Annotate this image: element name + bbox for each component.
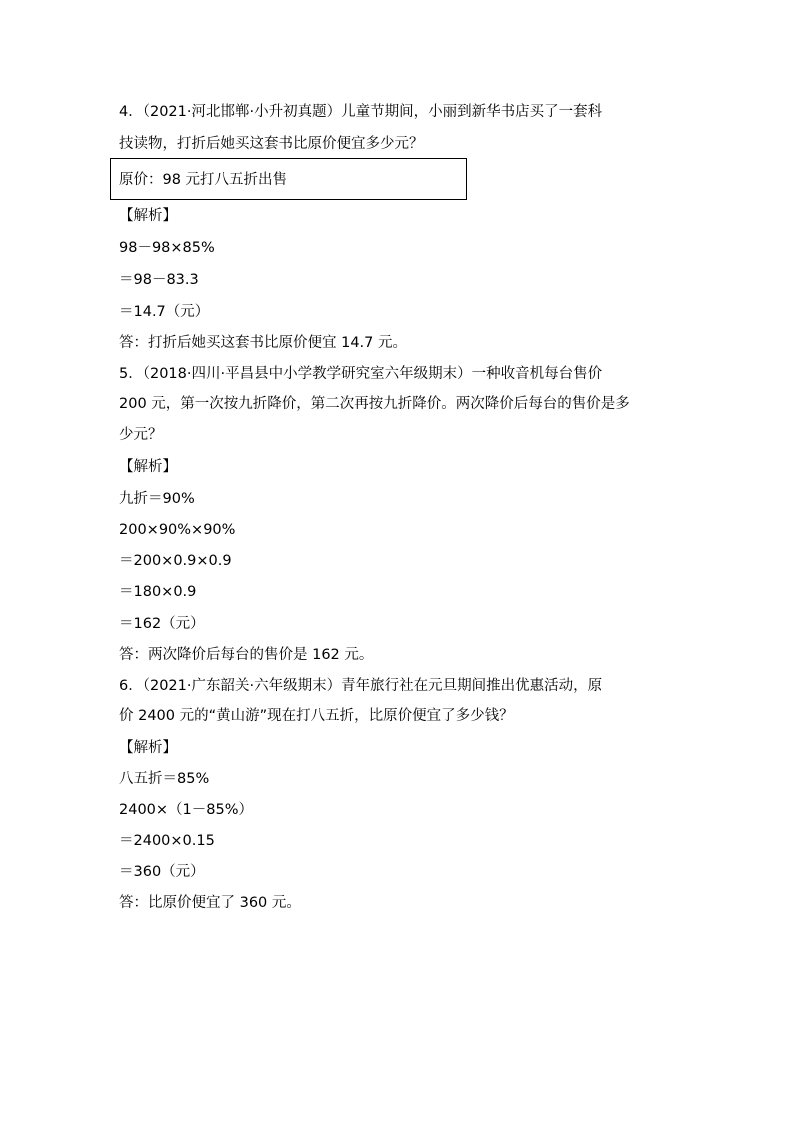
question-6-step: 八五折＝85% <box>119 771 210 787</box>
question-5-analysis-label: 【解析】 <box>119 459 177 475</box>
question-5-step: ＝162（元） <box>119 616 205 632</box>
question-4-step: 98－98×85% <box>119 240 215 256</box>
question-5-step: ＝180×0.9 <box>119 584 197 600</box>
question-5-line-3: 少元？ <box>119 427 163 443</box>
question-5-step: 九折＝90% <box>119 491 195 507</box>
question-5-line-1: 5．（2018·四川·平昌县中小学教学研究室六年级期末）一种收音机每台售价 <box>119 366 603 382</box>
question-4-analysis-label: 【解析】 <box>119 208 177 224</box>
question-5-step: ＝200×0.9×0.9 <box>119 553 232 569</box>
question-6-answer: 答：比原价便宜了 360 元。 <box>119 895 301 911</box>
price-info-box <box>110 158 467 200</box>
question-5-answer: 答：两次降价后每台的售价是 162 元。 <box>119 647 374 663</box>
question-5-line-2: 200 元，第一次按九折降价，第二次再按九折降价。两次降价后每台的售价是多 <box>119 396 630 412</box>
price-info-text: 原价：98 元打八五折出售 <box>119 172 288 188</box>
question-6-line-1: 6．（2021·广东韶关·六年级期末）青年旅行社在元旦期间推出优惠活动，原 <box>119 678 603 694</box>
question-6-step: ＝2400×0.15 <box>119 833 215 849</box>
question-4-line-1: 4．（2021·河北邯郸·小升初真题）儿童节期间，小丽到新华书店买了一套科 <box>119 104 603 120</box>
question-6-analysis-label: 【解析】 <box>119 740 177 756</box>
question-6-step: ＝360（元） <box>119 864 205 880</box>
question-4-step: ＝98－83.3 <box>119 272 199 288</box>
question-6-step: 2400×（1－85%） <box>119 802 254 818</box>
question-5-step: 200×90%×90% <box>119 522 236 538</box>
question-4-answer: 答：打折后她买这套书比原价便宜 14.7 元。 <box>119 335 408 351</box>
question-6-line-2: 价 2400 元的“黄山游”现在打八五折，比原价便宜了多少钱？ <box>119 708 514 724</box>
question-4-line-2: 技读物，打折后她买这套书比原价便宜多少元？ <box>119 136 424 152</box>
question-4-step: ＝14.7（元） <box>119 304 210 320</box>
